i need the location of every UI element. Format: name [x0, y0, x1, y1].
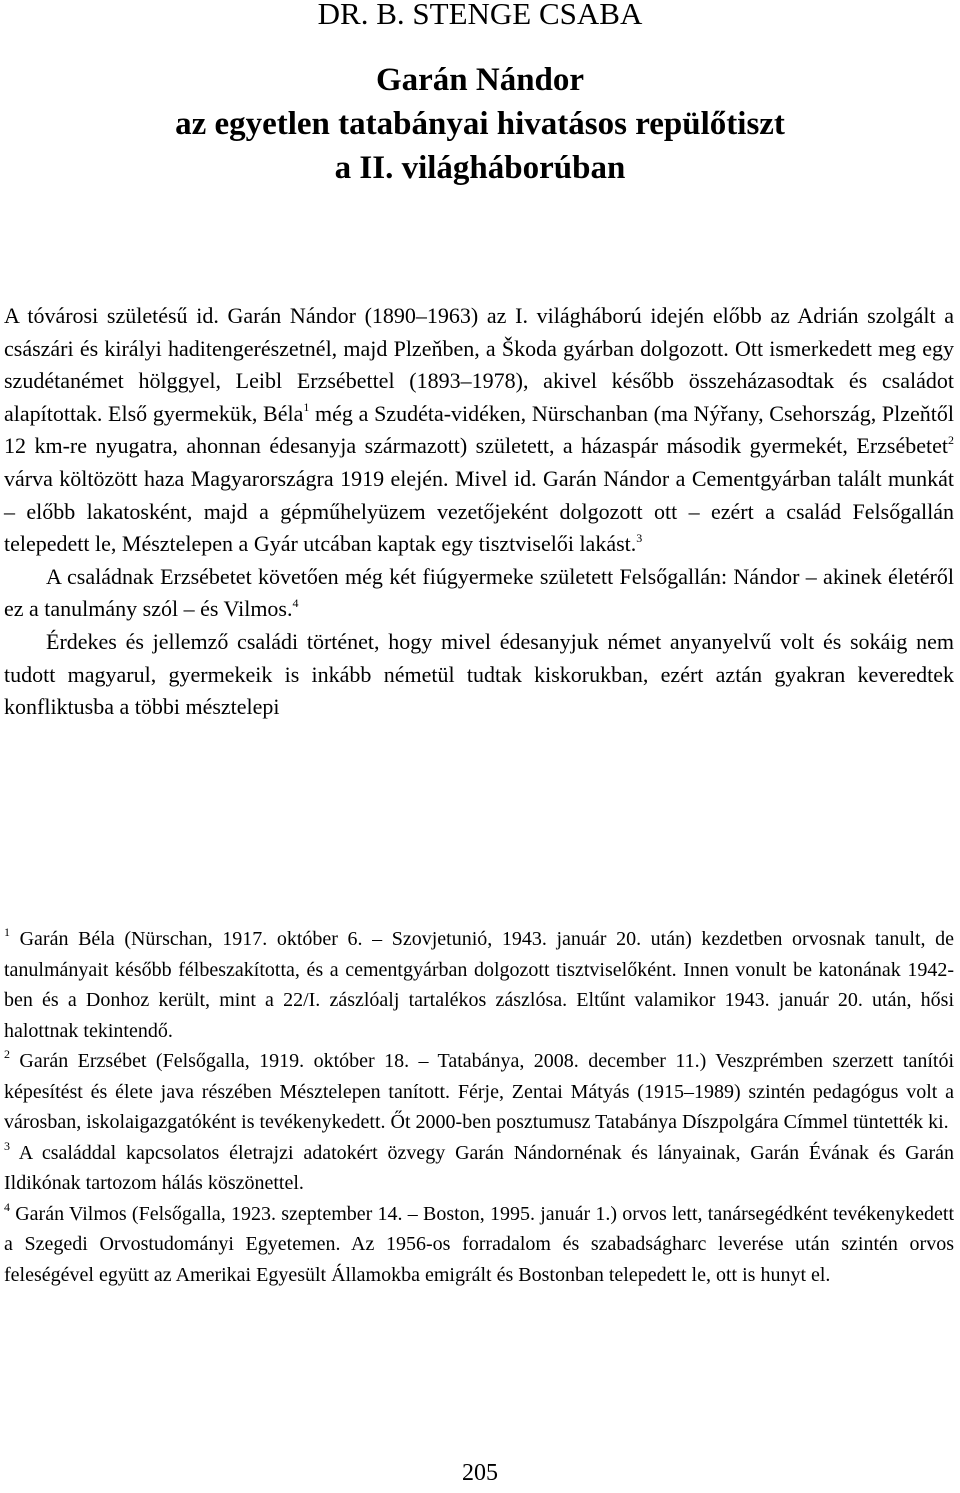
title-line-3: a II. világháborúban: [334, 150, 626, 186]
footnote-text: A családdal kapcsolatos életrajzi adatokért özvegy Garán Nándornénak és lányainak, Garán Évának és Garán Ildikónak tartozom hálás köszönettel.: [4, 1141, 954, 1194]
paragraph-text: Érdekes és jellemző családi történet, hogy mivel édesanyjuk német anyanyelvű volt és sokáig nem tudott magyarul, gyermekeik is inkább németül tudtak kiskorukban, ezért aztán gyakran keveredtek konfliktusba a többi mésztelepi: [4, 628, 954, 720]
footnote-2: [4, 1046, 954, 1138]
footnote-ref-3[interactable]: 3: [636, 530, 643, 545]
title-line-2: az egyetlen tatabányai hivatásos repülőtiszt: [175, 106, 785, 142]
footnote-number: 3: [4, 1138, 10, 1153]
footnote-number: 2: [4, 1047, 10, 1062]
footnote-text: Garán Béla (Nürschan, 1917. október 6. – Szovjetunió, 1943. január 20. után) kezdetben orvosnak tanult, de tanulmányait később félbeszakította, és a cementgyárban dolgozott tisztviselőként. Innen vonult be katonának 1942-ben és a Donhoz került, mint a 22/I. zászlóalj tartalékos zászlósa. Eltűnt valamikor 1943. január 20. után, hősi halottnak tekintendő.: [4, 928, 954, 1042]
author-name: DR. B. STENGE CSABA: [317, 0, 643, 31]
paragraph-text: A tóvárosi születésű id. Garán Nándor (1890–1963) az I. világháború idején előbb az Adrián szolgált a császári és királyi haditengerészetnél, majd Plzeňben, a Škoda gyárban dolgozott. Ott ismerkedett meg egy szudétanémet hölggyel, Leibl Erzsébettel (1893–1978), akivel később összeházasodtak és családot alapítottak. Első gyermekük, Béla: [4, 303, 954, 426]
title-line-1: Garán Nándor: [375, 62, 585, 98]
footnote-text: Garán Erzsébet (Felsőgalla, 1919. október 18. – Tatabánya, 2008. december 11.) Veszprémben szerzett tanítói képesítést és élete java részében Mésztelepen tanított. Férje, Zentai Mátyás (1915–1989) szintén pedagógus volt a városban, iskolaigazgatóként is tevékenykedett. Őt 2000-ben posztumusz Tatabánya Díszpolgára Címmel tüntették ki.: [4, 1050, 954, 1133]
paragraph-text: A családnak Erzsébetet követően még két fiúgyermeke született Felsőgallán: Nándor – akinek életéről ez a tanulmány szól – és Vilmos.: [4, 563, 954, 622]
body-paragraph-2: [4, 561, 954, 626]
footnote-ref-1[interactable]: 1: [303, 400, 310, 415]
body-paragraph-1: [4, 300, 954, 561]
page-number: 205: [462, 1460, 498, 1486]
footnote-3: [4, 1138, 954, 1199]
body-paragraph-3: [4, 626, 954, 724]
paragraph-text: még a Szudéta-vidéken, Nürschanban (ma Nýřany, Csehország, Plzeňtől 12 km-re nyugatra, ahonnan édesanyja származott) született, a házaspár második gyermekét, Erzsébetet: [4, 400, 954, 459]
footnote-ref-4[interactable]: 4: [292, 596, 299, 611]
article-title: [0, 58, 960, 190]
footnotes: [4, 924, 954, 1290]
footnote-number: 4: [4, 1199, 10, 1214]
article-body: [4, 300, 954, 724]
footnote-text: Garán Vilmos (Felsőgalla, 1923. szeptember 14. – Boston, 1995. január 1.) orvos lett, tanársegédként tevékenykedett a Szegedi Orvostudományi Egyetemen. Az 1956-os forradalom és szabadságharc leverése után szintén orvos feleségével együtt az Amerikai Egyesült Államokba emigrált és Bostonban telepedett le, ott is hunyt el.: [4, 1202, 954, 1286]
footnote-4: [4, 1199, 954, 1291]
footnote-number: 1: [4, 925, 10, 940]
paragraph-text: várva költözött haza Magyarországra 1919 elején. Mivel id. Garán Nándor a Cementgyárban talált munkát – előbb lakatosként, majd a gépműhelyüzem vezetőjeként dolgozott ott – ezért a család Felsőgallán telepedett le, Mésztelepen a Gyár utcában kaptak egy tisztviselői lakást.: [4, 465, 954, 557]
footnote-1: [4, 924, 954, 1046]
footnote-ref-2[interactable]: 2: [948, 433, 954, 448]
